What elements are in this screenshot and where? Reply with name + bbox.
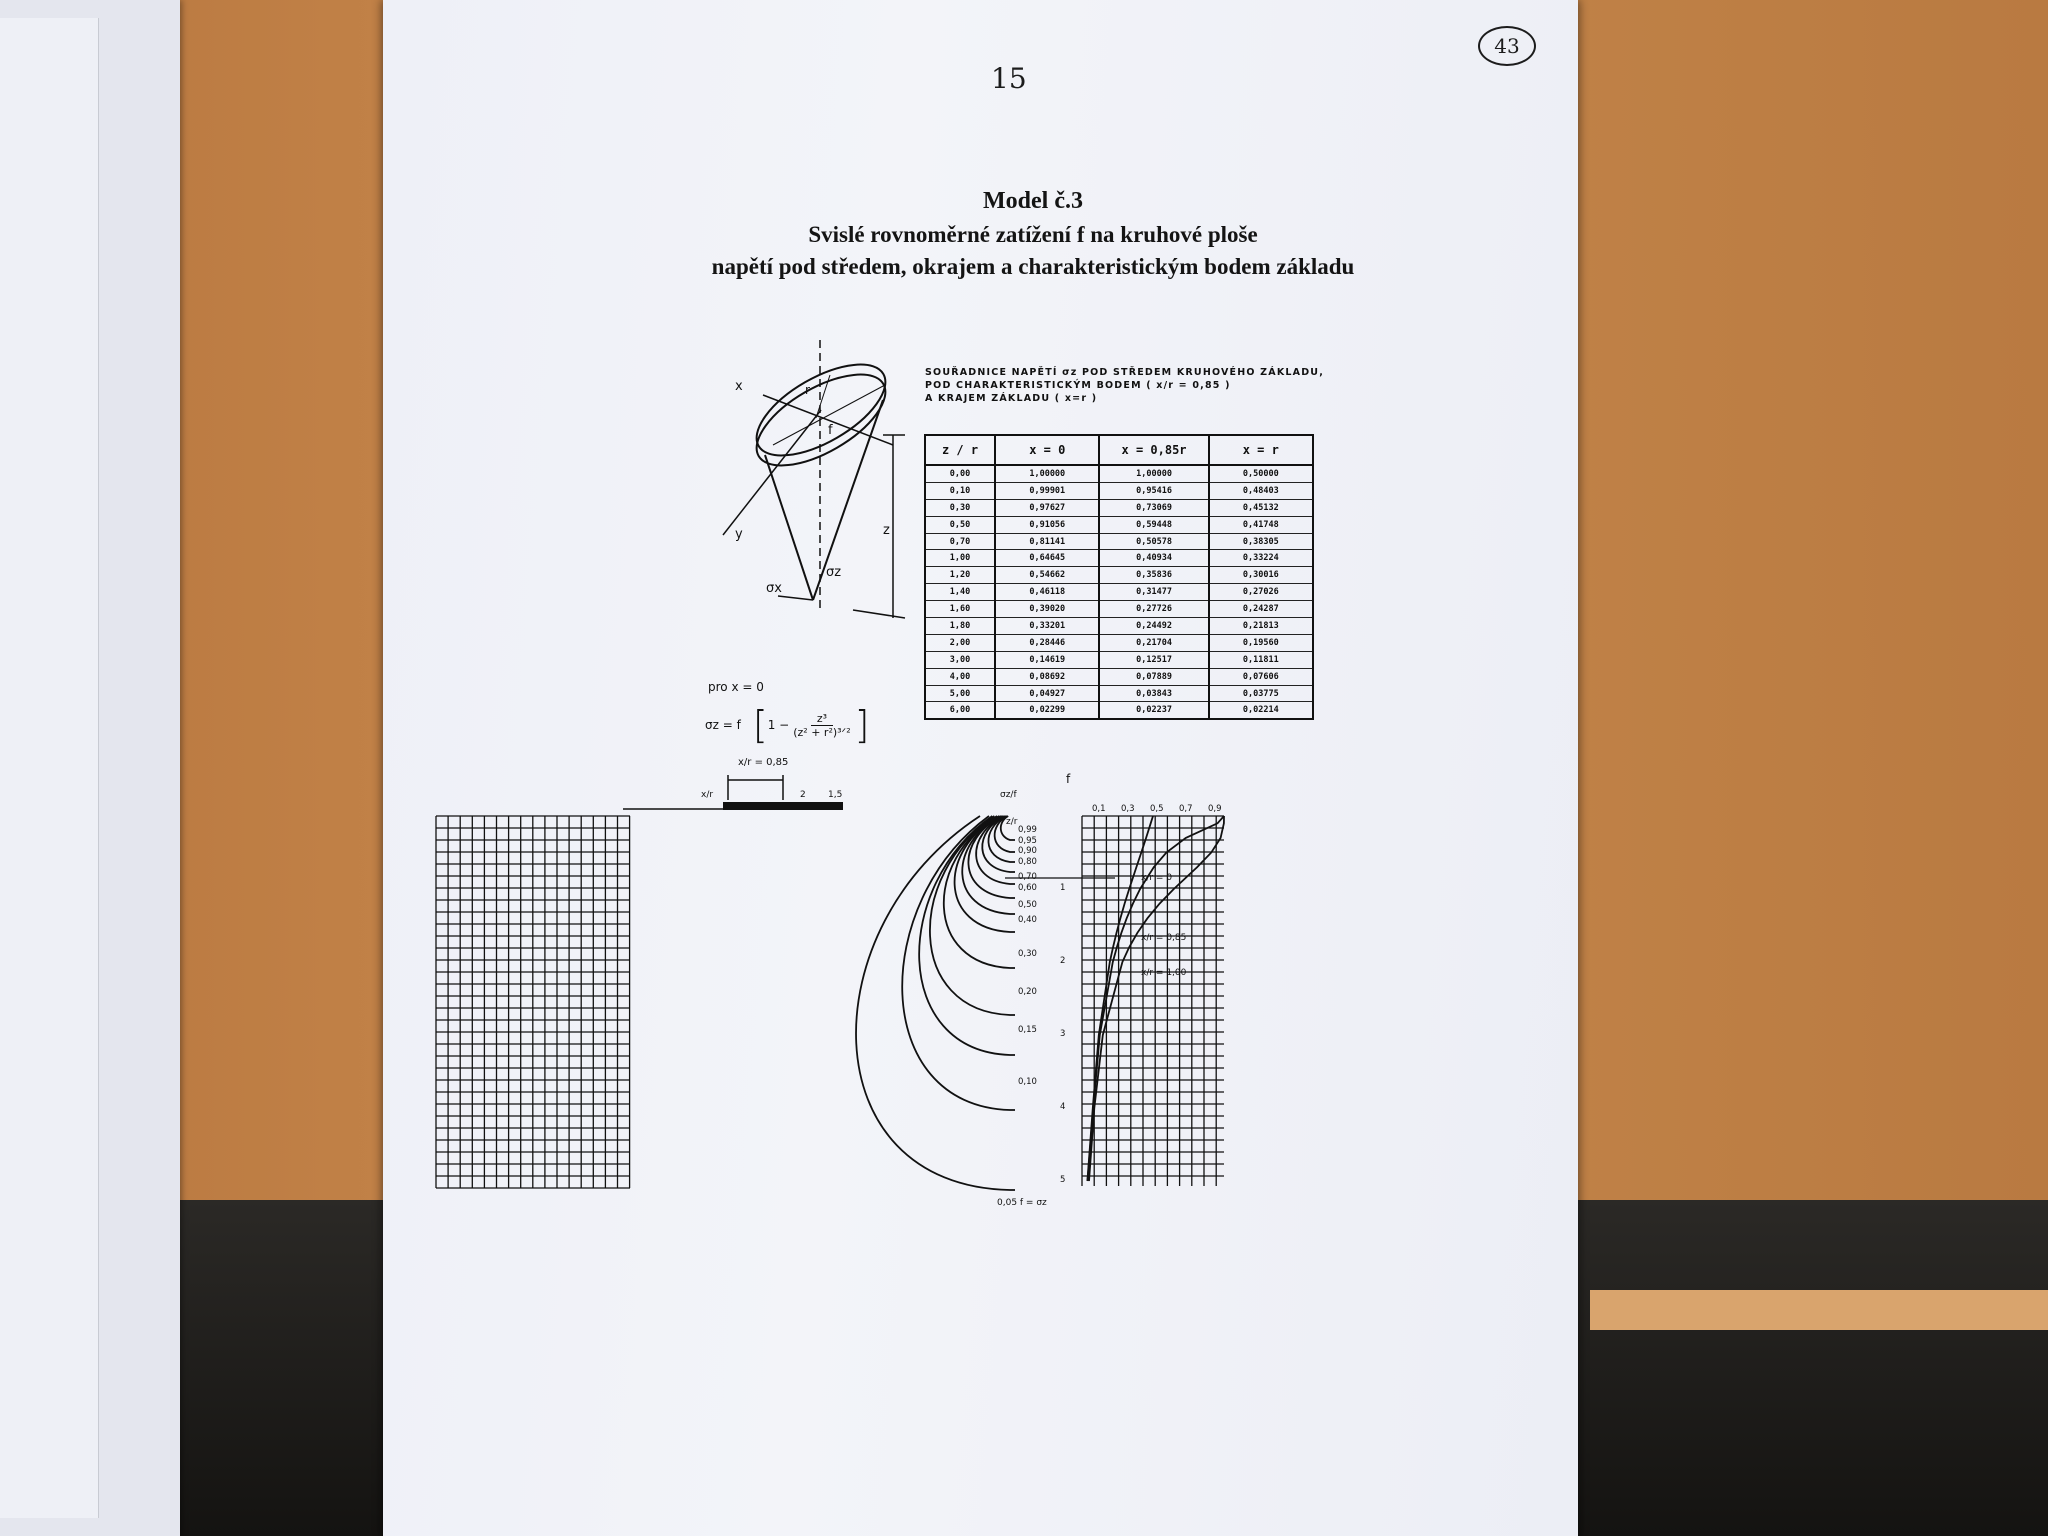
right-tick-label: 0,7 [1179, 804, 1193, 814]
isobar-label: 0,30 [1018, 949, 1037, 959]
isobar-label: 0,99 [1018, 825, 1037, 835]
col-header-x0: x = 0 [995, 435, 1099, 465]
isobar-label: 0,15 [1018, 1025, 1037, 1035]
desk-edge [1590, 1290, 2048, 1330]
axis-x-label: x [735, 379, 743, 394]
table-cell: 2,00 [925, 634, 995, 651]
table-cell: 0,27726 [1099, 601, 1208, 618]
right-tick-label: 0,5 [1150, 804, 1164, 814]
curve-label-085: x/r = 0,85 [1141, 933, 1187, 943]
curve-label-0: x/r = 0 [1141, 873, 1173, 883]
table-cell: 0,50578 [1099, 533, 1208, 550]
load-strip [723, 802, 843, 810]
table-cell: 1,00000 [1099, 465, 1208, 482]
table-cell: 5,00 [925, 685, 995, 702]
left-tick-1-5: 1,5 [828, 790, 843, 800]
table-cell: 0,45132 [1209, 499, 1313, 516]
depth-tick-label: 2 [1060, 956, 1066, 966]
table-cell: 0,95416 [1099, 482, 1208, 499]
table-cell: 0,39020 [995, 601, 1099, 618]
axis-z-label: z [883, 523, 890, 538]
table-cell: 0,54662 [995, 567, 1099, 584]
depth-tick-label: 3 [1060, 1029, 1066, 1039]
table-cell: 0,02299 [995, 702, 1099, 719]
table-cell: 1,80 [925, 618, 995, 635]
formula-numerator: z³ [811, 712, 833, 726]
axis-y-label: y [735, 527, 743, 542]
isobar-label: 0,60 [1018, 883, 1037, 893]
table-cell: 0,40934 [1099, 550, 1208, 567]
col-header-z-r: z / r [925, 435, 995, 465]
isobar-label: 0,10 [1018, 1077, 1037, 1087]
table-cell: 3,00 [925, 651, 995, 668]
formula-denominator: (z² + r²)³ᐟ² [793, 725, 851, 739]
isobar-label: 0,90 [1018, 846, 1037, 856]
table-cell: 0,33201 [995, 618, 1099, 635]
table-cell: 6,00 [925, 702, 995, 719]
table-cell: 4,00 [925, 668, 995, 685]
table-cell: 0,02214 [1209, 702, 1313, 719]
table-cell: 0,70 [925, 533, 995, 550]
table-cell: 0,97627 [995, 499, 1099, 516]
table-cell: 0,81141 [995, 533, 1099, 550]
table-cell: 0,50 [925, 516, 995, 533]
isobar-label: 0,70 [1018, 872, 1037, 882]
col-header-x085r: x = 0,85r [1099, 435, 1208, 465]
isobar-label: 0,95 [1018, 836, 1037, 846]
table-cell: 0,33224 [1209, 550, 1313, 567]
table-cell: 0,08692 [995, 668, 1099, 685]
isobar-label: 0,40 [1018, 915, 1037, 925]
table-cell: 0,07606 [1209, 668, 1313, 685]
table-caption-line: A KRAJEM ZÁKLADU ( x=r ) [925, 393, 1098, 404]
table-cell: 0,59448 [1099, 516, 1208, 533]
col-header-xr: x = r [1209, 435, 1313, 465]
left-axis-label: x/r [701, 790, 714, 800]
page-subtitle-1: Svislé rovnoměrné zatížení f na kruhové ploše [808, 222, 1258, 247]
table-cell: 0,24287 [1209, 601, 1313, 618]
curve-label-100: x/r = 1,00 [1141, 968, 1187, 978]
table-cell: 0,73069 [1099, 499, 1208, 516]
table-cell: 0,19560 [1209, 634, 1313, 651]
table-caption-line: SOUŘADNICE NAPĚTÍ σz POD STŘEDEM KRUHOVÉHO ZÁKLADU, [925, 367, 1325, 378]
page-number: 15 [991, 62, 1027, 95]
table-cell: 0,30 [925, 499, 995, 516]
table-cell: 0,41748 [1209, 516, 1313, 533]
depth-axis-label: z/r [1006, 817, 1018, 827]
table-cell: 0,24492 [1099, 618, 1208, 635]
table-cell: 0,07889 [1099, 668, 1208, 685]
formula-lhs: σz = f [705, 718, 741, 732]
table-cell: 0,99901 [995, 482, 1099, 499]
right-tick-label: 0,3 [1121, 804, 1135, 814]
table-cell: 0,10 [925, 482, 995, 499]
chart-load-label: f [1066, 772, 1071, 786]
table-cell: 0,21704 [1099, 634, 1208, 651]
background-sheet-inner [0, 18, 99, 1518]
page-title: Model č.3 [983, 188, 1083, 214]
isobar-chart [436, 757, 1224, 1208]
table-caption-line: POD CHARAKTERISTICKÝM BODEM ( x/r = 0,85 ) [925, 380, 1231, 391]
technical-figure [383, 0, 1578, 1536]
table-cell: 0,27026 [1209, 584, 1313, 601]
table-cell: 1,60 [925, 601, 995, 618]
page-subtitle-2: napětí pod středem, okrajem a charakteristickým bodem základu [711, 254, 1355, 279]
isobar-label: 0,80 [1018, 857, 1037, 867]
table-cell: 0,00 [925, 465, 995, 482]
table-cell: 0,38305 [1209, 533, 1313, 550]
sigma-z-label: σz [826, 565, 842, 580]
formula-label: pro x = 0 [708, 680, 764, 694]
table-cell: 0,46118 [995, 584, 1099, 601]
table-cell: 1,00 [925, 550, 995, 567]
table-cell: 0,30016 [1209, 567, 1313, 584]
depth-tick-label: 5 [1060, 1175, 1066, 1185]
table-cell: 0,48403 [1209, 482, 1313, 499]
radius-label: r [805, 383, 810, 397]
table-cell: 0,02237 [1099, 702, 1208, 719]
isobar-label: 0,50 [1018, 900, 1037, 910]
table-cell: 0,14619 [995, 651, 1099, 668]
right-tick-label: 0,9 [1208, 804, 1222, 814]
table-cell: 0,31477 [1099, 584, 1208, 601]
table-cell: 1,20 [925, 567, 995, 584]
isobar-label: 0,20 [1018, 987, 1037, 997]
table-cell: 1,40 [925, 584, 995, 601]
table-cell: 0,91056 [995, 516, 1099, 533]
table-cell: 0,64645 [995, 550, 1099, 567]
sigma-x-label: σx [766, 581, 782, 596]
table-cell: 0,03843 [1099, 685, 1208, 702]
table-cell: 1,00000 [995, 465, 1099, 482]
formula: σz = f [ 1 − $\frac{\text{z³}}{\text{(z² + r²)³ᐟ²}}$ ] [705, 703, 870, 747]
table-cell: 0,28446 [995, 634, 1099, 651]
bottom-label: 0,05 f = σz [997, 1198, 1047, 1208]
cone-diagram [723, 340, 905, 618]
right-tick-label: 0,1 [1092, 804, 1106, 814]
depth-tick-label: 1 [1060, 883, 1066, 893]
table-cell: 0,50000 [1209, 465, 1313, 482]
table-cell: 0,12517 [1099, 651, 1208, 668]
left-tick-2: 2 [800, 790, 806, 800]
table-cell: 0,35836 [1099, 567, 1208, 584]
circled-page-number: 43 [1478, 26, 1536, 66]
depth-tick-label: 4 [1060, 1102, 1066, 1112]
top-dim-label: x/r = 0,85 [738, 757, 789, 768]
load-label: f [828, 423, 833, 438]
table-cell: 0,11811 [1209, 651, 1313, 668]
document-page [383, 0, 1578, 1536]
right-axis-label: σz/f [1000, 790, 1017, 800]
table-cell: 0,03775 [1209, 685, 1313, 702]
table-cell: 0,04927 [995, 685, 1099, 702]
table-cell: 0,21813 [1209, 618, 1313, 635]
